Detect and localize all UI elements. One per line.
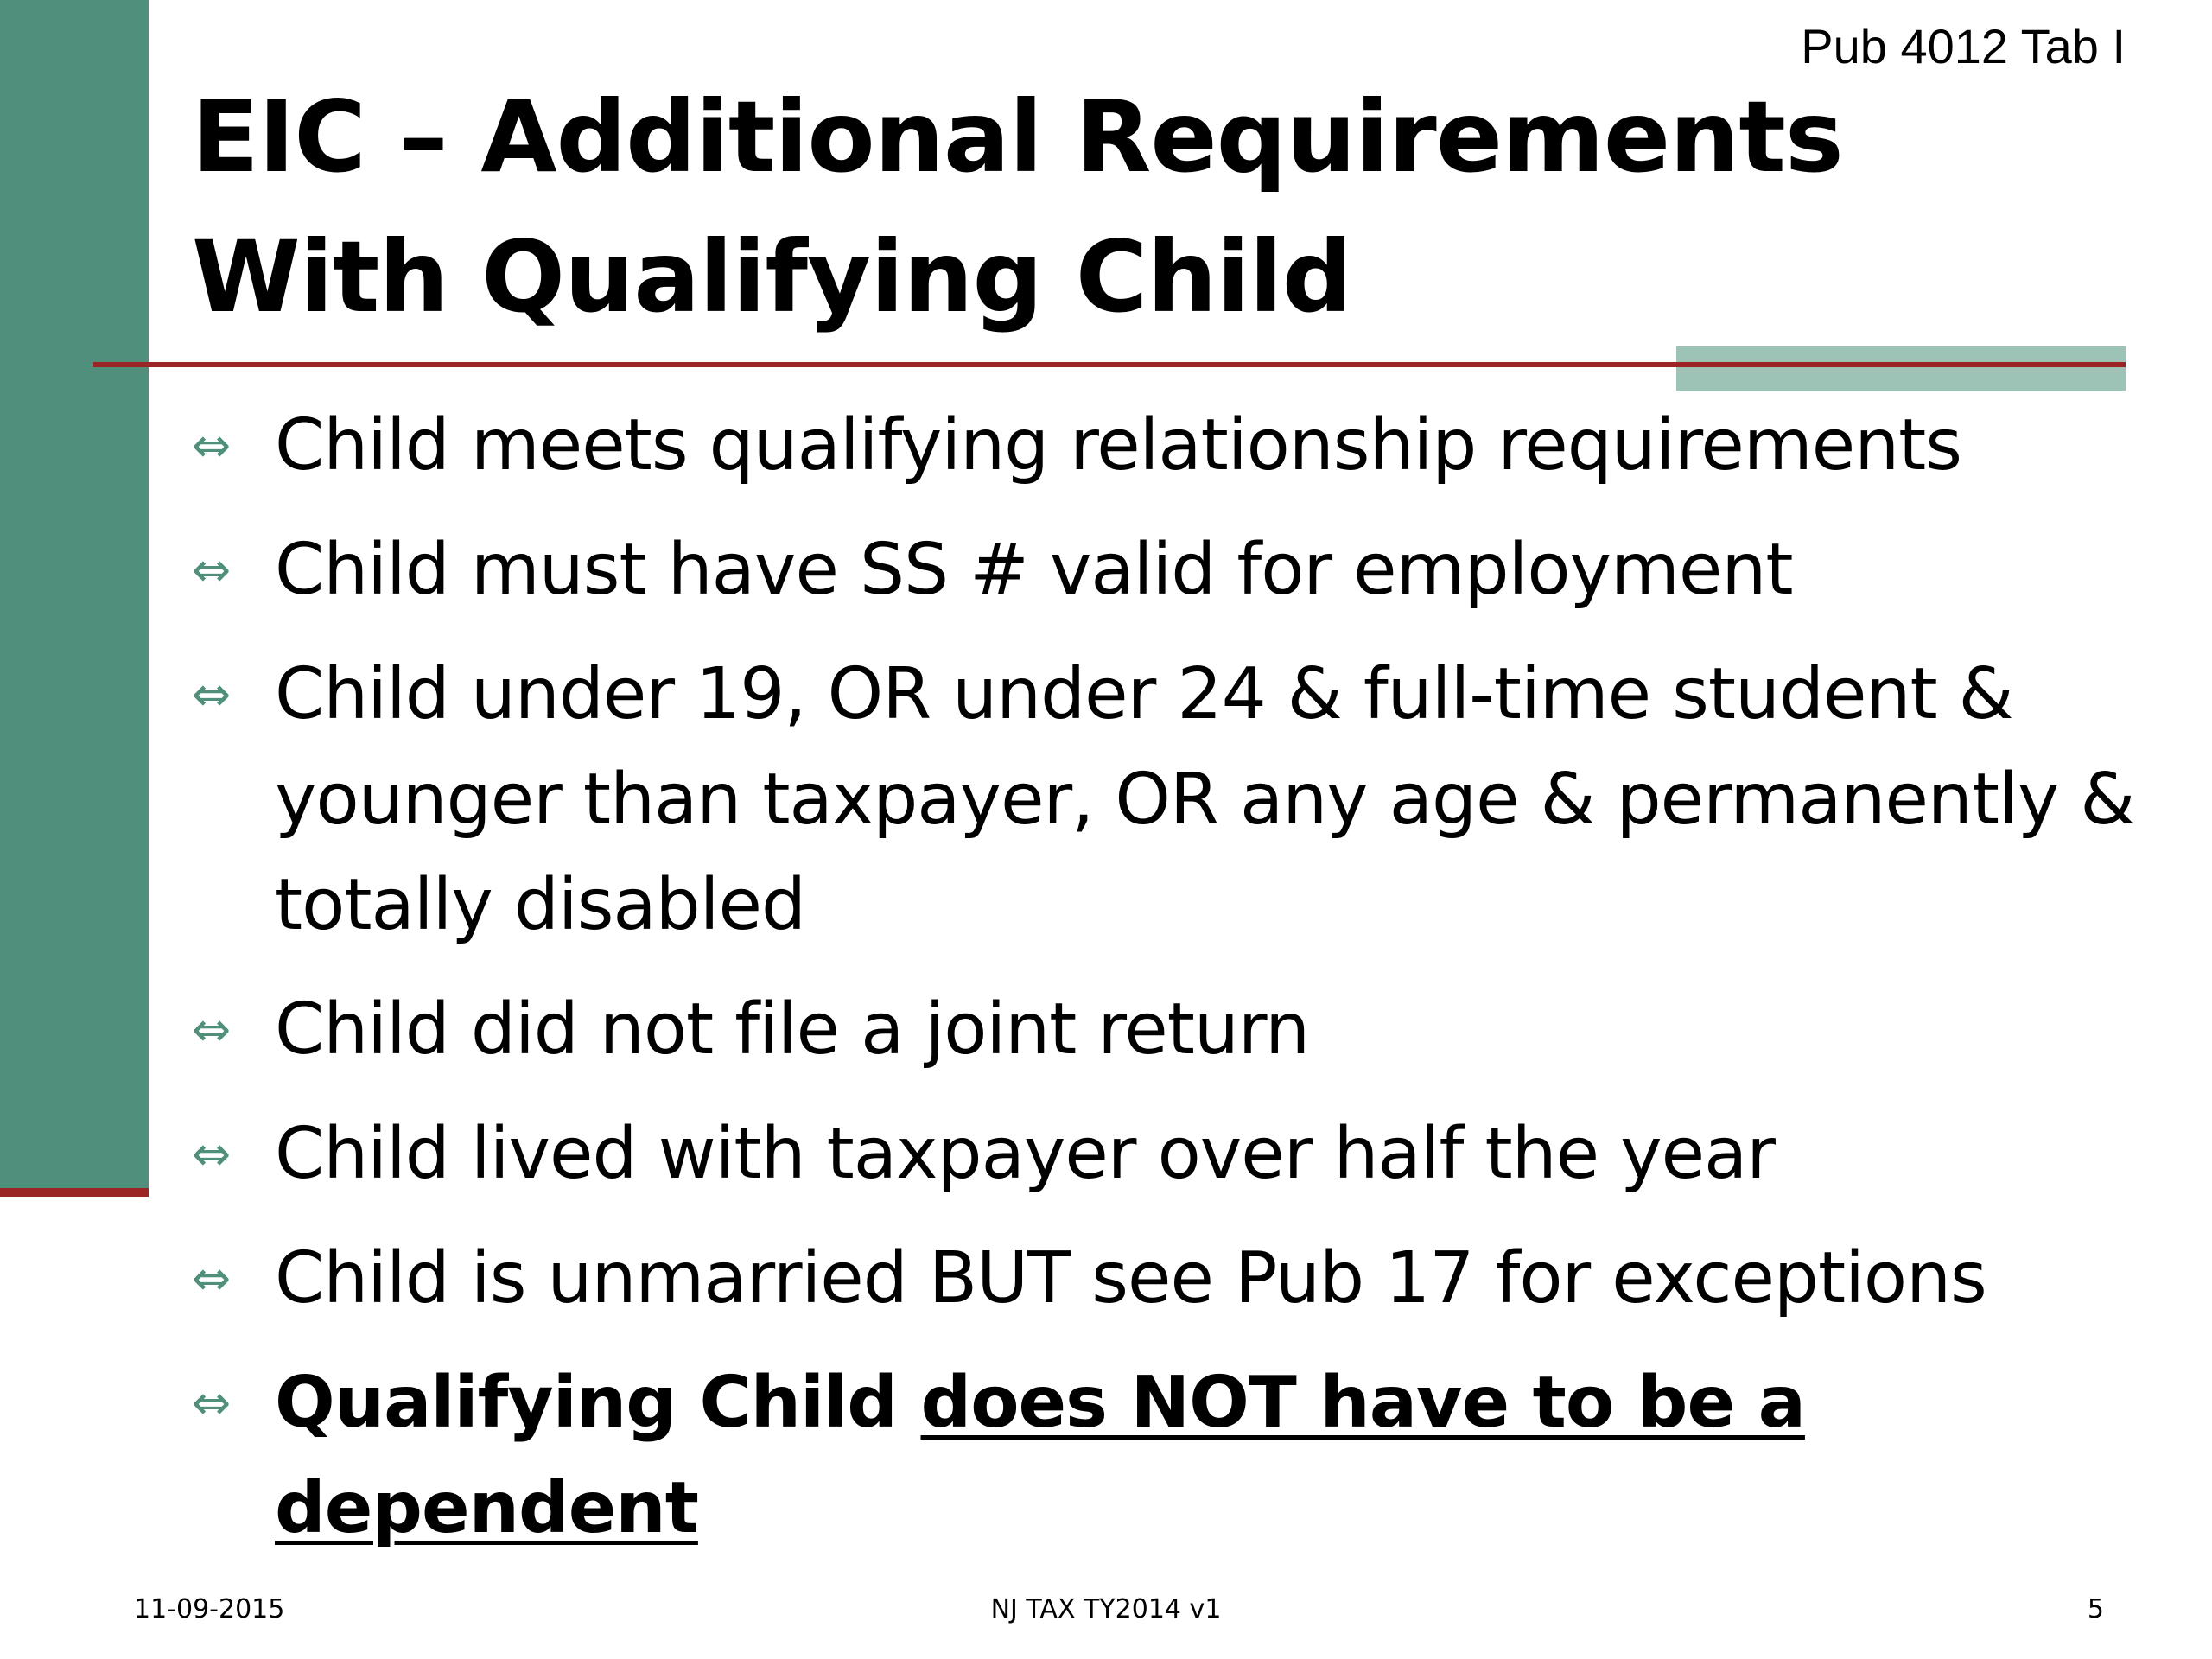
left-right-arrow-icon: ⇔ [192,543,232,597]
page-number: 5 [2087,1594,2104,1624]
bullet-list [192,393,2145,1580]
slide-title: EIC – Additional Requirements With Qualifying Child [192,79,1843,334]
bullet-text-underlined: does NOT have to be a dependent [275,1362,1805,1549]
sidebar-bar-accent [0,1188,149,1197]
bullet-item [192,393,2145,499]
left-right-arrow-icon: ⇔ [192,1002,232,1057]
publication-reference: Pub 4012 Tab I [1801,19,2126,73]
bullet-item [192,1226,2145,1332]
bullet-text-bold: Qualifying Child [275,1362,921,1444]
title-rule-accent-block [1676,346,2126,391]
bullet-text: Child is unmarried BUT see Pub 17 for exceptions [275,1237,1986,1319]
left-right-arrow-icon: ⇔ [192,667,232,721]
bullet-item [192,518,2145,623]
bullet-item [192,1102,2145,1207]
left-right-arrow-icon: ⇔ [192,1376,232,1430]
footer-title: NJ TAX TY2014 v1 [990,1594,1222,1624]
bullet-text: Child lived with taxpayer over half the year [275,1113,1776,1195]
title-divider-rule [93,362,2126,367]
bullet-item [192,977,2145,1083]
footer-date: 11-09-2015 [134,1594,285,1624]
bullet-text: Child did not file a joint return [275,988,1310,1071]
bullet-item-emphasis [192,1351,2145,1561]
bullet-text: Child meets qualifying relationship requirements [275,404,1962,486]
bullet-item [192,642,2145,958]
left-right-arrow-icon: ⇔ [192,1127,232,1181]
bullet-text: Child must have SS # valid for employment [275,529,1793,611]
sidebar-bar [0,0,149,1188]
left-right-arrow-icon: ⇔ [192,1251,232,1306]
bullet-text [275,1351,2145,1561]
left-right-arrow-icon: ⇔ [192,418,232,473]
bullet-text: Child under 19, OR under 24 & full-time student & younger than taxpayer, OR any age & permanently & totally disabled [275,653,2135,946]
